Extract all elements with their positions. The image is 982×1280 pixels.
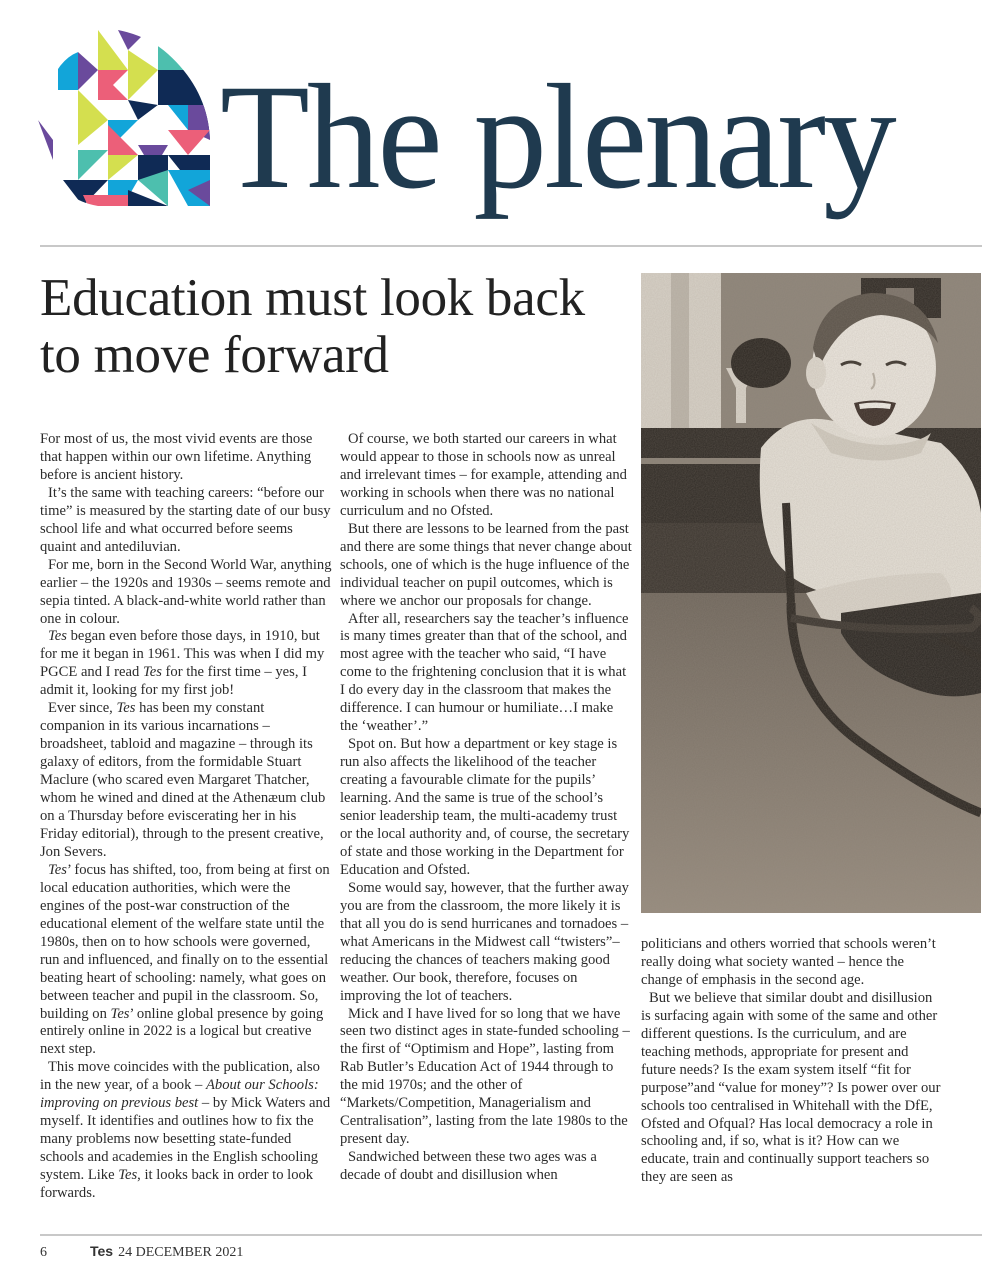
article-paragraph: After all, researchers say the teacher’s influence is many times greater than that of the school, and most agree with the teacher who said, “I have come to the frightening conclusion that it is what I do every day in the classroom that makes the difference. I can humour or humiliate…I make the ‘weather’.” bbox=[340, 610, 629, 735]
article-paragraph: But there are lessons to be learned from the past and there are some things that never change about schools, one of which is the huge influence of the individual teacher on pupil outcomes, which is where we anchor our proposals for change. bbox=[340, 520, 632, 609]
triangle-mosaic-logo-icon bbox=[38, 30, 212, 206]
article-paragraph: Spot on. But how a department or key stage is run also affects the likelihood of the teacher creating a favourable climate for the pupils’ learning. And the same is true of the school’s senior leadership team, the multi-academy trust or the local authority and, of course, the secretary of state and those working in the Department for Education and Ofsted. bbox=[340, 736, 630, 878]
masthead-divider bbox=[40, 245, 982, 247]
article-column-3 bbox=[641, 936, 941, 1187]
article-paragraph: This move coincides with the publication, also in the new year, of a book – About our Schools: improving on previous best – by Mick Waters and myself. It identifies and outlines how to fix the many problems now besetting state-funded schools and academies in the English schooling system. Like Tes, it looks back in order to look forwards. bbox=[40, 1059, 331, 1202]
page-footer bbox=[40, 1243, 243, 1261]
article-paragraph: For most of us, the most vivid events are those that happen within our own lifetime. Anything before is ancient history. bbox=[40, 431, 313, 483]
page-number: 6 bbox=[40, 1245, 47, 1260]
issue-date: 24 DECEMBER 2021 bbox=[118, 1245, 244, 1260]
article-paragraph: But we believe that similar doubt and disillusion is surfacing again with some of the same and other different questions. Is the curriculum, and are teaching methods, appropriate for present and future needs? Is the exam system itself “fit for purpose”and “value for money”? Is power over our schools too centralised in Whitehall with the DfE, Ofsted and Ofqual? Has local democracy a role in schooling and, if so, what is it? How can we educate, train and continually support teachers so they are seen as bbox=[641, 989, 941, 1186]
article-paragraph: Some would say, however, that the further away you are from the classroom, the more likely it is that all you do is send hurricanes and tornadoes – what Americans in the Midwest call “twisters”– reducing the chances of teachers making good weather. Our book, therefore, focuses on improving the lot of teachers. bbox=[340, 879, 629, 1004]
article-photo bbox=[641, 273, 981, 913]
article-paragraph: Mick and I have lived for so long that we have seen two distinct ages in state-funded schooling – the first of “Optimism and Hope”, lasting from Rab Butler’s Education Act of 1944 through to the mid 1970s; and the other of “Markets/Competition, Managerialism and Centralisation”, lasting from the late 1980s to the present day. bbox=[340, 1005, 630, 1148]
article-column-1 bbox=[40, 431, 332, 1203]
article-paragraph: politicians and others worried that schools weren’t really doing what society wanted – hence the change of emphasis in the second age. bbox=[641, 936, 936, 988]
article-paragraph: Ever since, Tes has been my constant companion in its various incarnations – broadsheet, tabloid and magazine – through its galaxy of editors, from the formidable Stuart Maclure (who scared even Margaret Thatcher, whom he wined and dined at the Athenæum club on a Thursday before eviscerating her in his Friday editorial), through to the present creative, Jon Severs. bbox=[40, 700, 326, 860]
article-paragraph: For me, born in the Second World War, anything earlier – the 1920s and 1930s – seems remote and sepia tinted. A black-and-white world rather than one in colour. bbox=[40, 556, 332, 627]
article-paragraph: Tes began even before those days, in 1910, but for me it began in 1961. This was when I did my PGCE and I read Tes for the first time – yes, I admit it, looking for my first job! bbox=[40, 628, 325, 699]
article-paragraph: Tes’ focus has shifted, too, from being at first on local education authorities, which were the engines of the post-war construction of the educational element of the welfare state until the 1980s, then on to how schools were governed, run and influenced, and finally on to the essential beating heart of schooling: namely, what goes on between teacher and pupil in the classroom. So, building on Tes’ online global presence by going entirely online in 2022 is a logical but creative next step. bbox=[40, 861, 330, 1058]
article-paragraph: Sandwiched between these two ages was a decade of doubt and disillusion when bbox=[340, 1149, 597, 1184]
article-paragraph: It’s the same with teaching careers: “before our time” is measured by the starting date of our busy school life and what occurred before seems quaint and antediluvian. bbox=[40, 484, 331, 555]
article-column-2 bbox=[340, 431, 632, 1185]
footer-divider bbox=[40, 1234, 982, 1236]
publication-brand: Tes bbox=[90, 1243, 114, 1259]
article-paragraph: Of course, we both started our careers in what would appear to those in schools now as unreal and irrelevant times – for example, attending and working in schools when there was no national curriculum and no Ofsted. bbox=[340, 431, 627, 519]
article-headline: Education must look back to move forward bbox=[40, 269, 585, 384]
section-title: The plenary bbox=[220, 54, 894, 220]
